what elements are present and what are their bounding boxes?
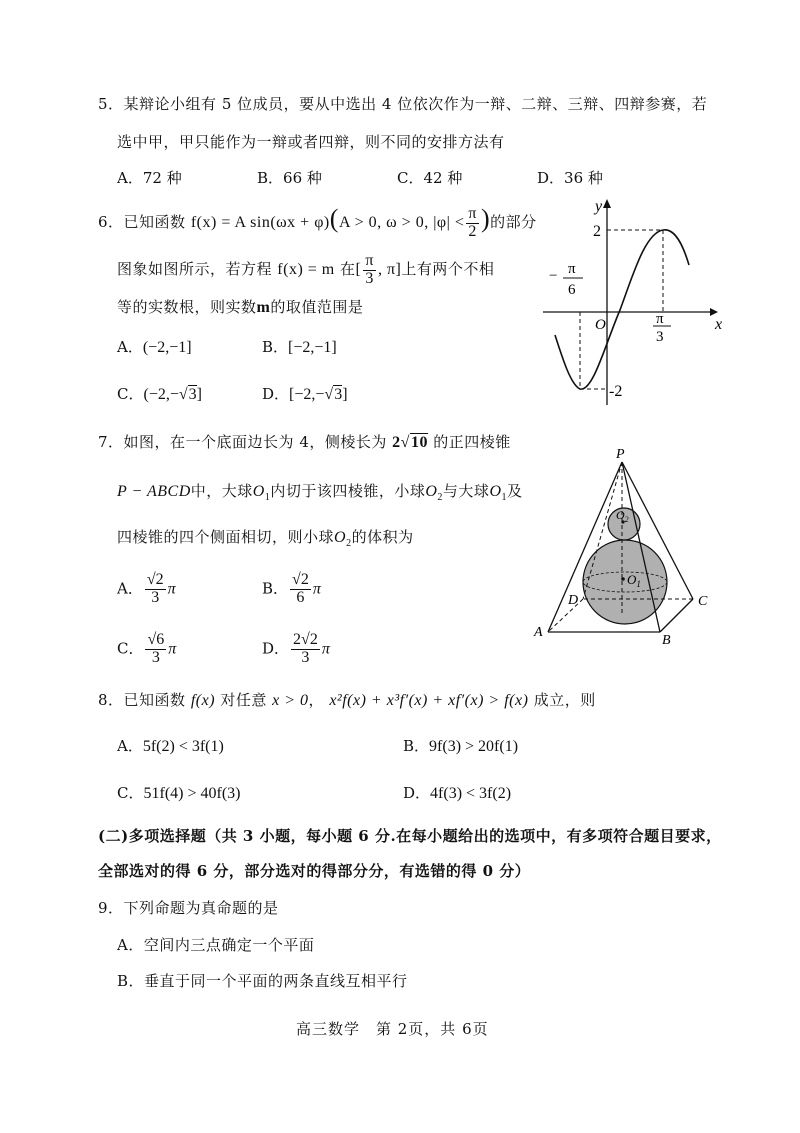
q7-line3: 四棱锥的四个侧面相切，则小球$O_2$的体积为: [117, 528, 414, 549]
q5-option-b: B．66 种: [257, 169, 322, 187]
edge-bc: [660, 599, 693, 632]
q6-interval-fraction: $\frac{\pi}{3}$: [365, 251, 374, 287]
label-a: A: [534, 625, 543, 640]
q7-line2: P − ABCD中，大球$O_1$内切于该四棱锥，小球$O_2$与大球$O_1$及: [117, 482, 523, 503]
q7-line1: 7．如图，在一个底面边长为 4，侧棱长为 2√10 的正四棱锥: [98, 433, 511, 451]
q9-stem: 9．下列命题为真命题的是: [98, 899, 279, 917]
q5-option-a: A．72 种: [117, 169, 182, 187]
y-label: y: [595, 198, 603, 215]
q5-number: 5．: [98, 95, 124, 113]
q5-line1: [98, 93, 707, 114]
q6-function: f(x) = A sin(ωx + φ): [190, 214, 330, 231]
section-heading-line1: (二)多项选择题（共 3 小题，每小题 6 分.在每小题给出的选项中，有多项符合题目要求，: [98, 827, 722, 845]
q8-option-d: D．4f(3) < 3f(2): [403, 784, 512, 802]
q6-line2: 图象如图所示，若方程 f(x) = m 在[ $\frac{\pi}{3}$ , π]上有两个不相: [117, 251, 495, 287]
q7-option-d: D． $\frac{2√2}{3}$ π: [262, 631, 330, 666]
pi3-den: 3: [656, 329, 664, 345]
q6-sine-graph: [535, 195, 725, 410]
q6-cond-fraction: $\frac{\pi}{2}$: [468, 204, 477, 240]
q6-option-d: D．[−2,−√3]: [262, 385, 348, 403]
q6-condition: A > 0, ω > 0, |φ| <: [338, 214, 465, 231]
q6-option-c: C．(−2,−√3]: [117, 385, 202, 403]
q5-line2: 选中甲，甲只能作为一辩或者四辩，则不同的安排方法有: [117, 133, 505, 151]
label-d: D: [568, 593, 579, 608]
q7-option-b: B． $\frac{√2}{6}$ π: [262, 571, 321, 606]
label-p: P: [616, 447, 625, 462]
pi3-num: π: [656, 311, 664, 327]
label-c: C: [698, 594, 708, 609]
big-sphere: [583, 540, 667, 624]
o1-dot: [621, 577, 625, 581]
q7-option-a: A． $\frac{√2}{3}$ π: [117, 571, 176, 606]
label-o2: $O_2$: [616, 508, 629, 524]
q8-option-a: A．5f(2) < 3f(1): [117, 737, 224, 755]
neg-sign: −: [549, 268, 558, 284]
q9-option-b: B．垂直于同一个平面的两条直线互相平行: [117, 972, 408, 990]
sine-curve: [555, 230, 689, 389]
section-heading-line2: 全部选对的得 6 分，部分选对的得部分分，有选错的得 0 分）: [98, 862, 531, 880]
y-axis-arrow-icon: [603, 199, 611, 208]
label-o1: $O_1$: [627, 572, 641, 589]
q9-option-a: A．空间内三点确定一个平面: [117, 936, 315, 954]
q6-option-b: B．[−2,−1]: [262, 338, 337, 356]
q6-equation: f(x) = m: [277, 261, 335, 278]
neg-pi-den: 6: [568, 282, 576, 298]
max-label: 2: [593, 223, 601, 240]
neg-pi-num: π: [568, 261, 576, 277]
origin-label: O: [595, 317, 606, 333]
q6-line3: 等的实数根，则实数m的取值范围是: [117, 298, 364, 316]
x-axis-arrow-icon: [710, 308, 718, 316]
label-b: B: [662, 633, 671, 647]
q5-text-1: 某辩论小组有 5 位成员，要从中选出 4 位依次作为一辩、二辩、三辩、四辩参赛，若: [123, 95, 708, 113]
x-label: x: [715, 316, 723, 333]
q5-option-c: C．42 种: [397, 169, 463, 187]
q7-pyramid-figure: [528, 442, 723, 647]
q6-line1: 6．已知函数 f(x) = A sin(ωx + φ)(A > 0, ω > 0, |φ| < $\frac{\pi}{2}$ )的部分: [98, 204, 537, 240]
q8-stem: 8．已知函数 f(x) 对任意 x > 0， x²f(x) + x³f′(x) + xf′(x) > f(x) 成立，则: [98, 691, 596, 709]
page-footer: 高三数学 第 2页，共 6页: [296, 1020, 489, 1038]
q7-option-c: C． $\frac{√6}{3}$ π: [117, 631, 177, 666]
min-label: -2: [609, 383, 623, 400]
q5-option-d: D．36 种: [537, 169, 603, 187]
q8-option-b: B．9f(3) > 20f(1): [403, 737, 519, 755]
q8-option-c: C．51f(4) > 40f(3): [117, 784, 241, 802]
q6-option-a: A．(−2,−1]: [117, 338, 192, 356]
